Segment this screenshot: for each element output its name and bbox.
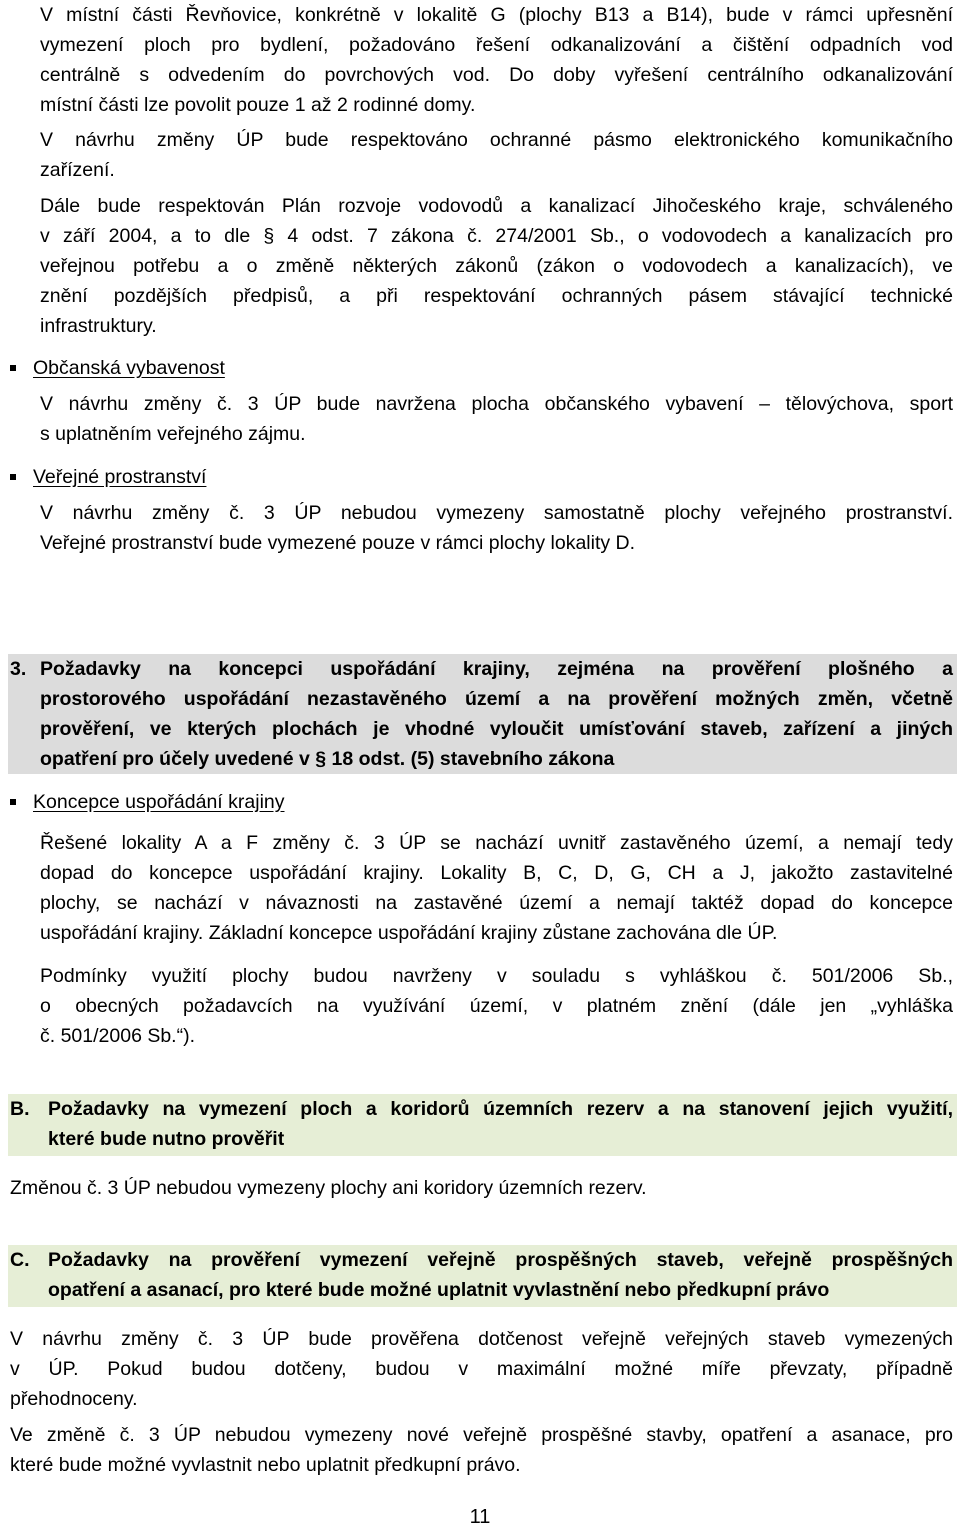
text-line: o obecných požadavcích na využívání území, v platném znění (dále jen „vyhláška bbox=[40, 995, 953, 1017]
text-line: s uplatněním veřejného zájmu. bbox=[40, 423, 306, 445]
heading-line: které bude nutno prověřit bbox=[48, 1128, 285, 1150]
heading-line: prověření, ve kterých plochách je vhodné vyloučit umísťování staveb, zařízení a jiných bbox=[40, 718, 953, 740]
heading-text bbox=[48, 1094, 953, 1154]
text-line: č. 501/2006 Sb.“). bbox=[40, 1025, 196, 1047]
text-line: V místní části Řevňovice, konkrétně v lokalitě G (plochy B13 a B14), bude v rámci upřesnění bbox=[40, 4, 953, 26]
heading-number: 3. bbox=[10, 658, 27, 680]
text-line: centrálně s odvedením do povrchových vod. Do doby vyřešení centrálního odkanalizování bbox=[40, 64, 953, 86]
text-line: přehodnoceny. bbox=[10, 1388, 138, 1410]
text-line: V návrhu změny č. 3 ÚP bude prověřena dotčenost veřejně veřejných staveb vymezených bbox=[10, 1328, 953, 1350]
heading-line: opatření pro účely uvedené v § 18 odst. (5) stavebního zákona bbox=[40, 748, 615, 770]
paragraph-podminky-vyuziti bbox=[40, 961, 953, 1051]
text-line: Řešené lokality A a F změny č. 3 ÚP se nachází uvnitř zastavěného území, a nemají tedy bbox=[40, 832, 953, 854]
text-line: znění pozdějších předpisů, a při respektování ochranných pásem stávající technické bbox=[40, 285, 953, 307]
text-line: které bude možné vyvlastnit nebo uplatnit předkupní právo. bbox=[10, 1454, 521, 1476]
text-line: infrastruktury. bbox=[40, 315, 157, 337]
paragraph-revnovice bbox=[40, 0, 953, 120]
heading-text bbox=[40, 654, 953, 774]
heading-line: prostorového uspořádání nezastavěného území a na prověření možných změn, včetně bbox=[40, 688, 953, 710]
section-heading-c bbox=[8, 1245, 957, 1307]
bullet-verejne-prostranstvi bbox=[10, 462, 206, 492]
text-line: vymezení ploch pro bydlení, požadováno řešení odkanalizování a čištění odpadních vod bbox=[40, 34, 953, 56]
heading-number: C. bbox=[10, 1249, 30, 1271]
paragraph-verejne-prostranstvi bbox=[40, 498, 953, 558]
bullet-label: Veřejné prostranství bbox=[33, 466, 207, 488]
heading-line: opatření a asanací, pro které bude možné uplatnit vyvlastnění nebo předkupní právo bbox=[48, 1279, 830, 1301]
bullet-square-icon bbox=[10, 365, 16, 371]
text-line: V návrhu změny ÚP bude respektováno ochranné pásmo elektronického komunikačního bbox=[40, 129, 953, 151]
page-number: 11 bbox=[469, 1506, 491, 1528]
text-line: zařízení. bbox=[40, 159, 115, 181]
bullet-koncepce-krajiny bbox=[10, 787, 285, 817]
paragraph-resene-lokality bbox=[40, 828, 953, 948]
text-line: v září 2004, a to dle § 4 odst. 7 zákona č. 274/2001 Sb., o vodovodech a kanalizacích pro bbox=[40, 225, 953, 247]
bullet-obcanska-vybavenost bbox=[10, 353, 225, 383]
text-line: uspořádání krajiny. Základní koncepce uspořádání krajiny zůstane zachována dle ÚP. bbox=[40, 922, 778, 944]
bullet-square-icon bbox=[10, 799, 16, 805]
text-line: V návrhu změny č. 3 ÚP nebudou vymezeny samostatně plochy veřejného prostranství. bbox=[40, 502, 953, 524]
text-line: V návrhu změny č. 3 ÚP bude navržena plocha občanského vybavení – tělovýchova, sport bbox=[40, 393, 953, 415]
text-line: Dále bude respektován Plán rozvoje vodovodů a kanalizací Jihočeského kraje, schváleného bbox=[40, 195, 953, 217]
text-line: Změnou č. 3 ÚP nebudou vymezeny plochy ani koridory územních rezerv. bbox=[10, 1177, 647, 1199]
bullet-square-icon bbox=[10, 474, 16, 480]
text-line: Ve změně č. 3 ÚP nebudou vymezeny nové veřejně prospěšné stavby, opatření a asanace, pro bbox=[10, 1424, 953, 1446]
text-line: veřejnou potřebu a o změně některých zákonů (zákon o vodovodech a kanalizacích), ve bbox=[40, 255, 953, 277]
section-heading-3 bbox=[8, 654, 957, 774]
paragraph-nove-vps bbox=[10, 1420, 953, 1480]
section-heading-b bbox=[8, 1094, 957, 1156]
paragraph-obcanska-vybavenost bbox=[40, 389, 953, 449]
paragraph-plan-rozvoje bbox=[40, 191, 953, 341]
text-line: Veřejné prostranství bude vymezené pouze v rámci plochy lokality D. bbox=[40, 532, 636, 554]
heading-text bbox=[48, 1245, 953, 1305]
text-line: Podmínky využití plochy budou navrženy v souladu s vyhláškou č. 501/2006 Sb., bbox=[40, 965, 953, 987]
heading-number: B. bbox=[10, 1098, 30, 1120]
paragraph-ochranne-pasmo bbox=[40, 125, 953, 185]
text-line: plochy, se nachází v návaznosti na zastavěné území a nemají taktéž dopad do koncepce bbox=[40, 892, 953, 914]
text-line: místní části lze povolit pouze 1 až 2 rodinné domy. bbox=[40, 94, 476, 116]
bullet-label: Koncepce uspořádání krajiny bbox=[33, 791, 285, 813]
paragraph-uzemni-rezervy bbox=[10, 1173, 953, 1203]
paragraph-dotcenost-staveb bbox=[10, 1324, 953, 1414]
text-line: v ÚP. Pokud budou dotčeny, budou v maximální možné míře převzaty, případně bbox=[10, 1358, 953, 1380]
text-line: dopad do koncepce uspořádání krajiny. Lokality B, C, D, G, CH a J, jakožto zastavitelné bbox=[40, 862, 953, 884]
bullet-label: Občanská vybavenost bbox=[33, 357, 225, 379]
heading-line: Požadavky na vymezení ploch a koridorů územních rezerv a na stanovení jejich využití, bbox=[48, 1098, 953, 1120]
heading-line: Požadavky na koncepci uspořádání krajiny, zejména na prověření plošného a bbox=[40, 658, 953, 680]
heading-line: Požadavky na prověření vymezení veřejně prospěšných staveb, veřejně prospěšných bbox=[48, 1249, 953, 1271]
